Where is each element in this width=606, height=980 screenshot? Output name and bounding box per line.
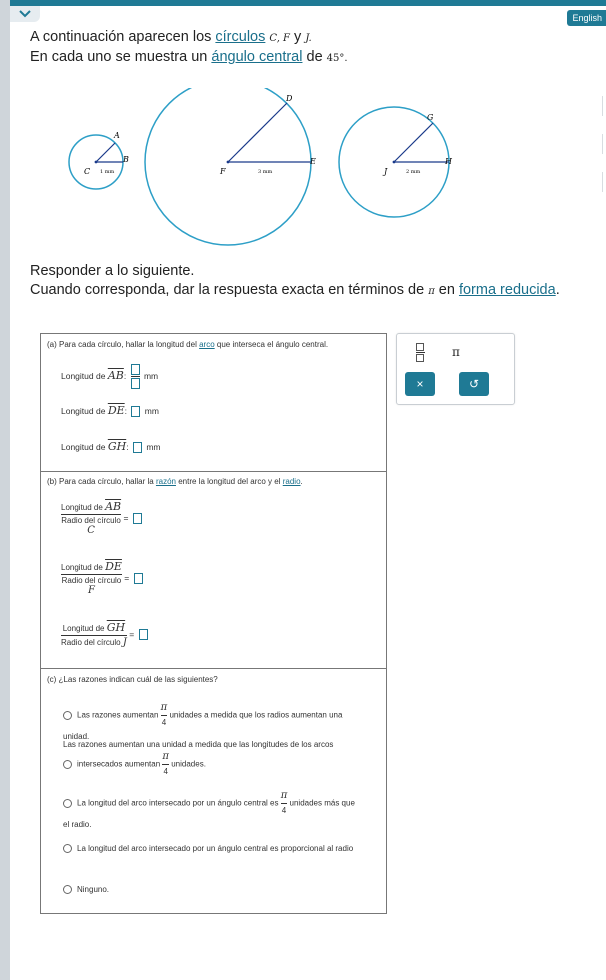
arc-link[interactable]: arco xyxy=(199,340,215,349)
radius-c: 1 mm xyxy=(100,169,115,175)
intro-text: A continuación aparecen los círculos C, F y J. En cada uno se muestra un ángulo central de 45°. xyxy=(30,29,348,65)
arc-ab-row: Longitud de $\overline{AB}$: mm xyxy=(61,364,158,389)
chevron-down-icon xyxy=(19,10,31,18)
circles-link[interactable]: círculos xyxy=(215,29,266,45)
undo-button[interactable]: ↺ xyxy=(459,372,489,396)
part-c-divider xyxy=(41,668,386,669)
ratio-gh-row: $\frac{Longitud de \overline{GH}}{\text{Radio del círculo J}}$ = xyxy=(61,621,150,648)
ratio-gh-input[interactable] xyxy=(139,629,148,640)
ratio-ab-input[interactable] xyxy=(133,513,142,524)
arc-de-input[interactable] xyxy=(131,406,140,417)
radio-option-3[interactable] xyxy=(63,799,72,808)
radio-option-4[interactable] xyxy=(63,844,72,853)
arc-ab-fraction-input[interactable] xyxy=(129,364,142,389)
clear-button[interactable]: × xyxy=(405,372,435,396)
language-button[interactable]: English xyxy=(567,10,606,26)
label-j: J xyxy=(384,167,388,176)
arc-gh-row: Longitud de $\overline{GH}$: mm xyxy=(61,440,161,453)
radio-option-5[interactable] xyxy=(63,885,72,894)
circle-c xyxy=(69,131,129,189)
collapse-button[interactable] xyxy=(10,6,40,22)
option-3[interactable]: La longitud del arco intersecado por un ángulo central es $\frac{\pi}{4}$ unidades más que el radio. xyxy=(63,790,355,829)
ratio-ab-row: Longitud de $\overline{AB}$ Radio del círculo C = xyxy=(61,500,144,536)
label-e: E xyxy=(310,157,316,166)
label-a: A xyxy=(114,131,120,140)
arc-de-row: Longitud de $\overline{DE}$: mm xyxy=(61,404,159,417)
label-d: D xyxy=(286,94,293,103)
fraction-button[interactable] xyxy=(405,340,435,364)
radio-option-2[interactable] xyxy=(63,760,72,769)
ratio-de-row: Longitud de $\overline{DE}$ Radio del círculo F = xyxy=(61,560,145,596)
central-angle-link[interactable]: ángulo central xyxy=(211,49,303,65)
radius-f: 3 mm xyxy=(258,169,273,175)
circle-f xyxy=(145,88,316,245)
part-b-title: (b) Para cada círculo, hallar la razón entre la longitud del arco y el radio. xyxy=(47,477,303,486)
option-1[interactable]: Las razones aumentan $\frac{\pi}{4}$ unidades a medida que los radios aumentan una unidad. xyxy=(63,702,343,741)
left-side-bar xyxy=(0,0,10,980)
right-edge-markers xyxy=(602,96,606,206)
option-5[interactable]: Ninguno. xyxy=(63,884,109,896)
option-4[interactable]: La longitud del arco intersecado por un ángulo central es proporcional al radio xyxy=(63,843,353,855)
label-b: B xyxy=(123,155,129,164)
circles-figure xyxy=(60,88,480,248)
ratio-de-input[interactable] xyxy=(134,573,143,584)
ratio-link[interactable]: razón xyxy=(155,477,176,486)
label-g: G xyxy=(427,113,434,122)
arc-gh-input[interactable] xyxy=(133,442,142,453)
label-f: F xyxy=(220,167,226,176)
part-a-title: (a) Para cada círculo, hallar la longitud del arco que interseca el ángulo central. xyxy=(47,340,329,349)
option-2[interactable]: Las razones aumentan una unidad a medida que las longitudes de los arcos intersecados aumentan $\frac{\pi}{4}$ unidades. xyxy=(63,740,334,776)
part-b-divider xyxy=(41,471,386,472)
math-toolbar xyxy=(396,333,515,405)
label-h: H xyxy=(445,157,452,166)
instructions: Responder a lo siguiente. Cuando corresponda, dar la respuesta exacta en términos de π en forma reducida. xyxy=(30,263,560,298)
top-accent-bar xyxy=(0,0,606,6)
part-c-title: (c) ¿Las razones indican cuál de las siguientes? xyxy=(47,675,218,684)
reduced-form-link[interactable]: forma reducida xyxy=(458,282,556,298)
label-c: C xyxy=(84,167,91,176)
radius-link[interactable]: radio xyxy=(282,477,301,486)
fraction-icon xyxy=(416,343,425,362)
radio-option-1[interactable] xyxy=(63,711,72,720)
circle-j xyxy=(339,107,453,217)
radius-j: 2 mm xyxy=(406,169,421,175)
pi-button[interactable]: π xyxy=(452,345,460,359)
question-box xyxy=(40,333,387,914)
